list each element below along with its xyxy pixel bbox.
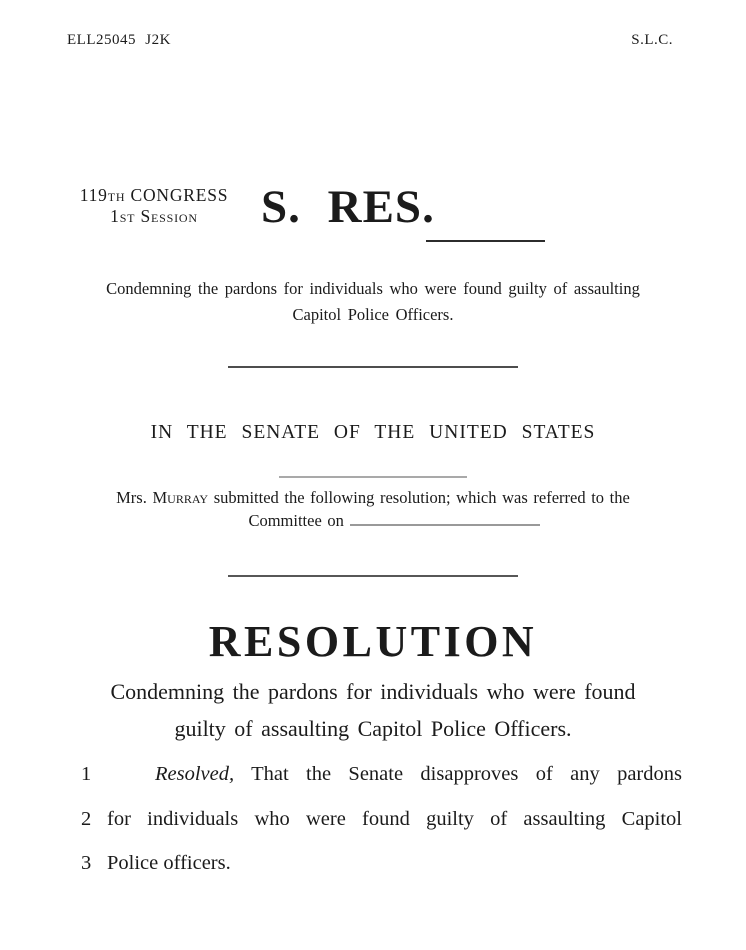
resolution-heading: RESOLUTION (208, 617, 538, 666)
action-line-1 (70, 486, 676, 509)
sponsor-name: Murray (152, 488, 209, 507)
line-number: 3 (81, 852, 92, 874)
resolution-number-blank (426, 240, 545, 242)
action-line-2 (70, 509, 676, 532)
body-line (81, 763, 682, 786)
separator-rule-bottom (228, 575, 518, 577)
preamble-line: Condemning the pardons for individuals who were found guilty of assaulting (106, 279, 640, 298)
line-number: 2 (81, 807, 92, 830)
slc-code: S.L.C. (631, 32, 673, 48)
body-text-span: That the Senate disapproves of any pardons (251, 763, 682, 785)
committee-label: Committee on (248, 511, 344, 530)
separator-rule-top (228, 366, 518, 368)
body-line-text (107, 763, 682, 786)
resolution-title-line: guilty of assaulting Capitol Police Officers. (174, 715, 572, 741)
resolution-body (81, 763, 682, 897)
body-line-text: Police officers. (107, 852, 231, 874)
body-line (81, 852, 682, 875)
congress-session-block (60, 185, 248, 227)
sponsor-action-paragraph (70, 486, 676, 532)
resolution-title (63, 674, 683, 747)
preamble-title (73, 276, 673, 328)
preamble-line: Capitol Police Officers. (292, 305, 454, 324)
line-number: 1 (81, 763, 92, 785)
body-line-text: for individuals who were found guilty of assaulting Capitol (107, 807, 682, 830)
short-separator-rule (279, 476, 467, 478)
chamber-heading: IN THE SENATE OF THE UNITED STATES (150, 422, 596, 443)
congress-word: CONGRESS (130, 185, 229, 205)
resolved-clause: Resolved, (155, 763, 235, 785)
sponsor-honorific: Mrs. (116, 488, 147, 507)
action-text: submitted the following resolution; which was referred to the (213, 488, 630, 507)
bill-type-label: S. RES. (261, 181, 435, 233)
body-line (81, 808, 682, 831)
congress-line (60, 185, 248, 206)
session-line: 1st Session (110, 206, 198, 226)
committee-name-blank (350, 510, 540, 526)
congress-number: 119th (79, 185, 126, 205)
resolution-title-line: Condemning the pardons for individuals who were found (110, 679, 636, 704)
drafting-code: ELL25045 J2K (67, 32, 171, 48)
